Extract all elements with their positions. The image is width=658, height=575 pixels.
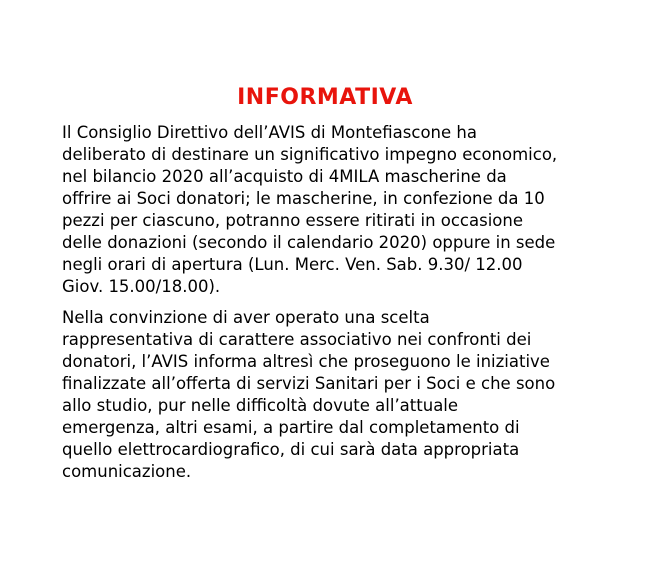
- notice-document: [62, 84, 602, 483]
- notice-paragraph-2: Nella convinzione di aver operato una scelta rappresentativa di carattere associativo nei confronti dei donatori, l’AVIS informa altresì che proseguono le iniziative finalizzate all’offerta di servizi Sanitari per i Soci e che sono allo studio, pur nelle difficoltà dovute all’attuale emergenza, altri esami, a partire dal completamento di quello elettrocardiografico, di cui sarà data appropriata comunicazione.: [62, 308, 556, 481]
- notice-title: INFORMATIVA: [237, 85, 413, 110]
- notice-paragraph-1: Il Consiglio Direttivo dell’AVIS di Montefiascone ha deliberato di destinare un significativo impegno economico, nel bilancio 2020 all’acquisto di 4MILA mascherine da offrire ai Soci donatori; le mascherine, in confezione da 10 pezzi per ciascuno, potranno essere ritirati in occasione delle donazioni (secondo il calendario 2020) oppure in sede negli orari di apertura (Lun. Merc. Ven. Sab. 9.30/ 12.00 Giov. 15.00/18.00).: [62, 123, 558, 296]
